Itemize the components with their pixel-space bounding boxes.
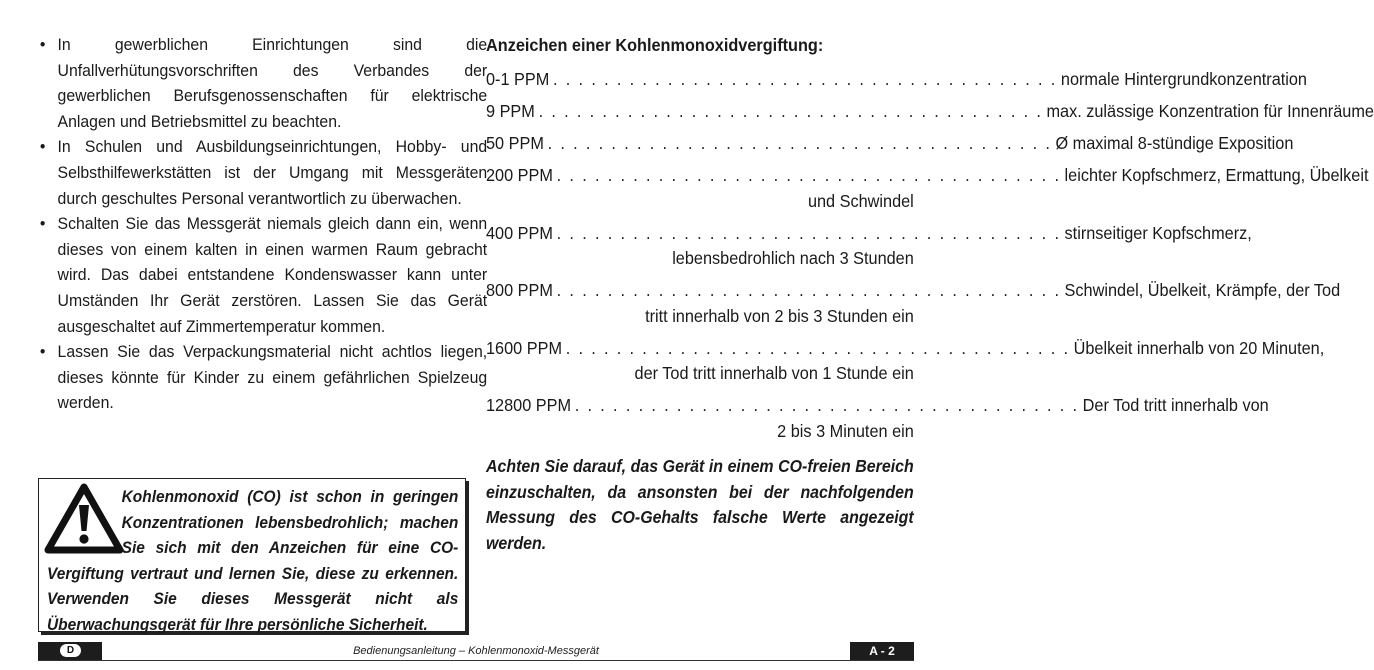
ppm-level: 0-1 PPM	[486, 69, 550, 89]
ppm-description: max. zulässige Konzentration für Innenräume	[1046, 101, 1374, 121]
ppm-description-continued: lebensbedrohlich nach 3 Stunden	[672, 248, 914, 268]
page-number: A - 2	[850, 642, 914, 660]
ppm-row	[486, 393, 1269, 444]
dot-leader: . . . . . . . . . . . . . . . . . . . . . . . . . . . . . . . . . . . . . . . .	[556, 222, 1061, 243]
ppm-level: 50 PPM	[486, 133, 544, 153]
warning-text: Kohlenmonoxid (CO) ist schon in geringen Konzentrationen lebensbedrohlich; machen Sie sich mit den Anzeichen für eine CO-Vergiftung vertraut und lernen Sie, diese zu erkennen. Verwenden Sie dieses Messgerät nicht als Überwachungsgerät für Ihre persönliche Sicherheit.	[47, 487, 459, 634]
bullet-icon: •	[39, 137, 46, 157]
dot-leader: . . . . . . . . . . . . . . . . . . . . . . . . . . . . . . . . . . . . . . . .	[565, 337, 1070, 358]
ppm-description: Schwindel, Übelkeit, Krämpfe, der Tod	[1064, 280, 1341, 300]
ppm-line	[486, 221, 1252, 247]
ppm-level: 12800 PPM	[486, 395, 572, 415]
ppm-level: 1600 PPM	[486, 337, 562, 358]
ppm-level: 400 PPM	[486, 222, 553, 243]
ppm-description-continued: tritt innerhalb von 2 bis 3 Stunden ein	[645, 305, 914, 326]
ppm-row	[486, 336, 1325, 387]
ppm-row	[486, 67, 1307, 93]
ppm-row	[486, 99, 1374, 125]
ppm-level: 800 PPM	[486, 280, 553, 300]
safety-bullet-list	[38, 32, 488, 416]
right-column	[486, 32, 1374, 556]
bullet-icon: •	[39, 35, 46, 54]
left-column	[38, 32, 488, 416]
bullet-item	[38, 211, 487, 339]
language-code: D	[60, 644, 81, 657]
ppm-description-continued: und Schwindel	[807, 190, 914, 211]
footer-title: Bedienungsanleitung – Kohlenmonoxid-Messgerät	[353, 645, 599, 657]
ppm-line	[486, 163, 1369, 189]
bullet-icon: •	[39, 214, 46, 234]
bullet-item	[38, 339, 487, 416]
ppm-description: stirnseitiger Kopfschmerz,	[1064, 222, 1252, 243]
ppm-description: Ø maximal 8-stündige Exposition	[1055, 133, 1294, 153]
ppm-row	[486, 278, 1341, 329]
dot-leader: . . . . . . . . . . . . . . . . . . . . . . . . . . . . . . . . . . . . . . . .	[538, 101, 1043, 121]
ppm-description-continued: der Tod tritt innerhalb von 1 Stunde ein	[634, 363, 914, 383]
co-warning-box	[38, 478, 466, 632]
ppm-symptom-table	[486, 67, 1374, 444]
ppm-level: 200 PPM	[486, 165, 553, 185]
ppm-description: leichter Kopfschmerz, Ermattung, Übelkeit	[1064, 165, 1369, 185]
dot-leader: . . . . . . . . . . . . . . . . . . . . . . . . . . . . . . . . . . . . . . . .	[553, 69, 1058, 89]
ppm-description: Der Tod tritt innerhalb von	[1082, 395, 1269, 415]
ppm-line	[486, 393, 1269, 419]
bullet-text: In gewerblichen Einrichtungen sind die Unfallverhütungsvorschriften des Verbandes der gewerblichen Berufsgenossenschaften für elektrische Anlagen und Betriebsmittel zu beachten.	[57, 35, 488, 131]
bullet-item	[38, 32, 487, 134]
ppm-line	[486, 99, 1374, 125]
ppm-row	[486, 163, 1369, 214]
page-footer	[38, 642, 914, 661]
dot-leader: . . . . . . . . . . . . . . . . . . . . . . . . . . . . . . . . . . . . . . . .	[556, 165, 1061, 185]
bullet-text: In Schulen und Ausbildungseinrichtungen, Hobby- und Selbsthilfewerkstätten ist der Umgang mit Messgeräten durch geschultes Personal verantwortlich zu überwachen.	[57, 137, 488, 208]
ppm-line	[486, 336, 1325, 362]
bullet-item	[38, 134, 487, 211]
ppm-description: Übelkeit innerhalb von 20 Minuten,	[1073, 337, 1325, 358]
ppm-description-continued: 2 bis 3 Minuten ein	[777, 420, 914, 441]
ppm-description: normale Hintergrundkonzentration	[1060, 69, 1307, 89]
ppm-line	[486, 131, 1294, 157]
bullet-text: Schalten Sie das Messgerät niemals gleich dann ein, wenn dieses von einem kalten in einen warmen Raum gebracht wird. Das dabei entstandene Kondenswasser kann unter Umständen Ihr Gerät zerstören. Lassen Sie das Gerät ausgeschaltet auf Zimmertemperatur kommen.	[57, 214, 488, 336]
ppm-row	[486, 221, 1252, 272]
warning-text-block	[47, 484, 458, 637]
ppm-level: 9 PPM	[486, 101, 535, 121]
ppm-row	[486, 131, 1294, 157]
dot-leader: . . . . . . . . . . . . . . . . . . . . . . . . . . . . . . . . . . . . . . . .	[547, 133, 1052, 153]
ppm-line	[486, 278, 1341, 304]
bullet-text: Lassen Sie das Verpackungsmaterial nicht achtlos liegen, dieses könnte für Kinder zu einem gefährlichen Spielzeug werden.	[57, 342, 488, 413]
notice-text: Achten Sie darauf, das Gerät in einem CO-freien Bereich einzuschalten, da ansonsten bei der nachfolgenden Messung des CO-Gehalts falsche Werte angezeigt werden.	[486, 456, 914, 553]
dot-leader: . . . . . . . . . . . . . . . . . . . . . . . . . . . . . . . . . . . . . . . .	[556, 280, 1061, 300]
bullet-icon: •	[39, 342, 46, 362]
dot-leader: . . . . . . . . . . . . . . . . . . . . . . . . . . . . . . . . . . . . . . . .	[574, 395, 1079, 415]
icon-spacer	[47, 484, 122, 558]
ppm-line	[486, 67, 1307, 93]
symptoms-heading: Anzeichen einer Kohlenmonoxidvergiftung:	[486, 35, 824, 55]
language-badge	[38, 642, 102, 660]
